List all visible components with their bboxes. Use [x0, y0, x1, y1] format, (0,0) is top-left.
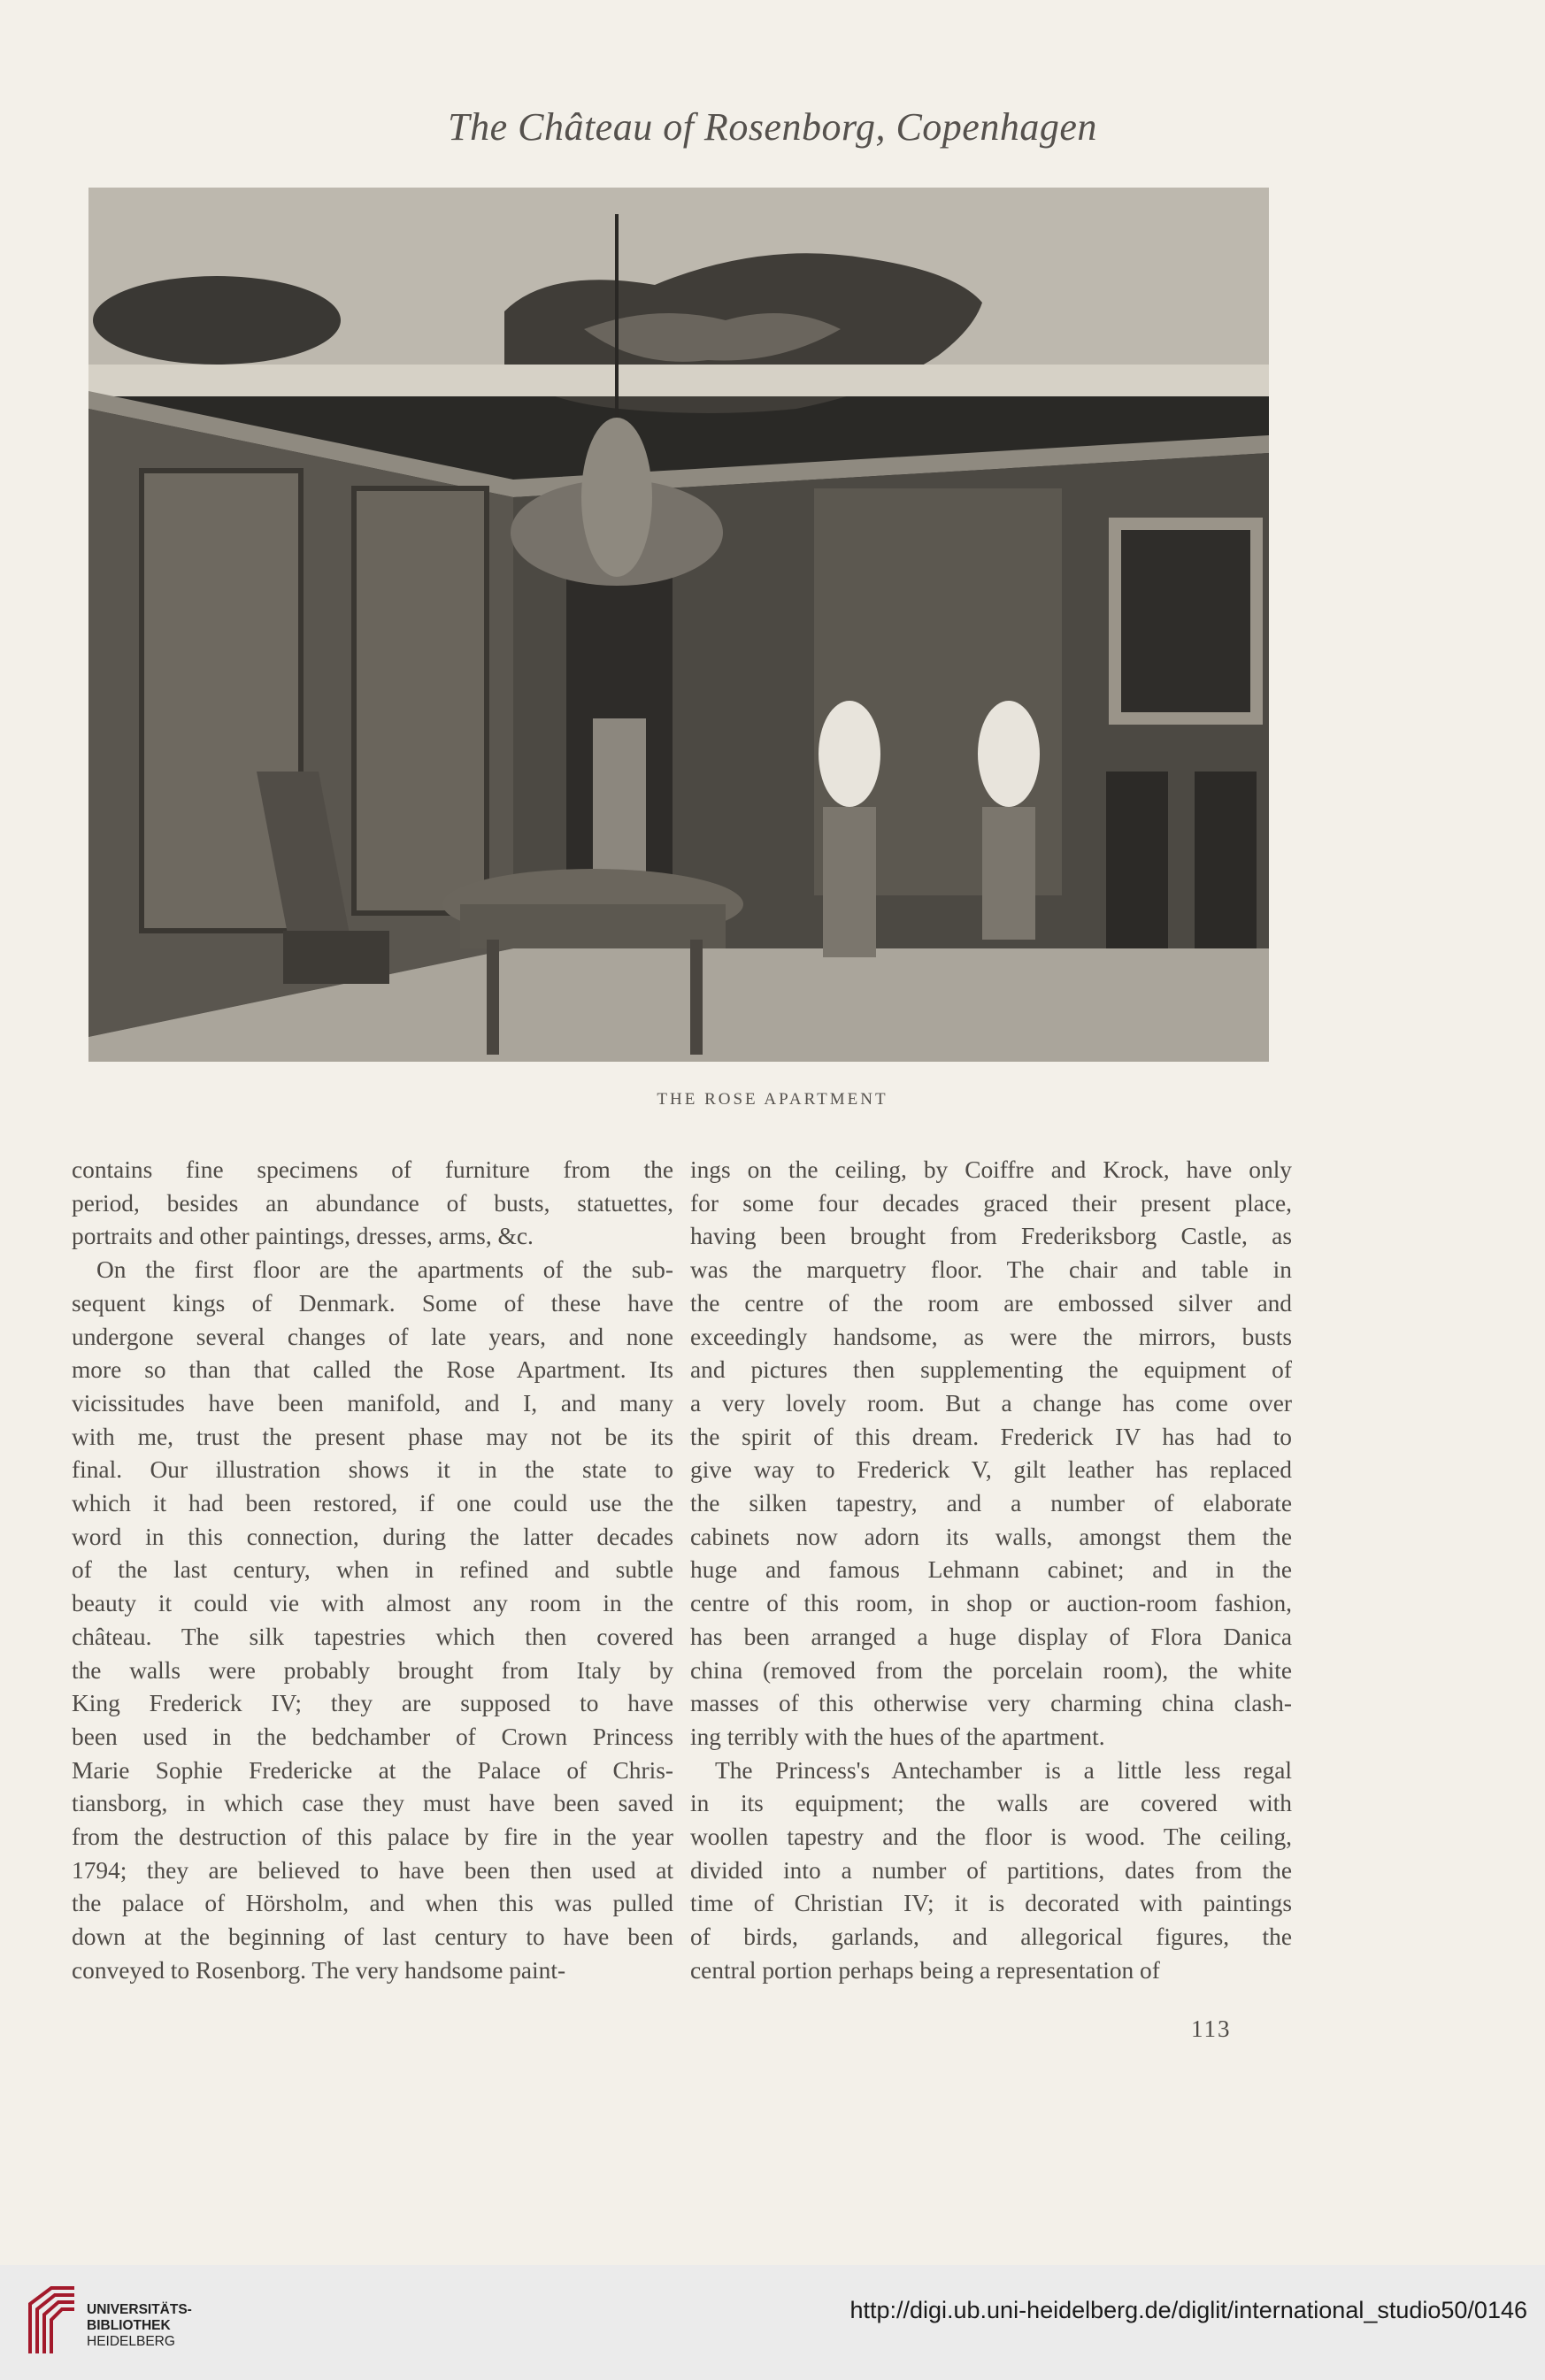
text-line: from the destruction of this palace by fire in the year [72, 1823, 673, 1851]
university-library-logo-icon [25, 2283, 80, 2359]
text-line: which it had been restored, if one could use the [72, 1490, 673, 1517]
text-line: château. The silk tapestries which then covered [72, 1623, 673, 1650]
plate-caption: THE ROSE APARTMENT [657, 1090, 888, 1109]
text-line: time of Christian IV; it is decorated with paintings [690, 1890, 1292, 1917]
text-line: the palace of Hörsholm, and when this was pulled [72, 1890, 673, 1917]
page-number: 113 [1191, 2015, 1232, 2042]
left-text-column [72, 1154, 673, 1988]
text-line: of birds, garlands, and allegorical figures, the [690, 1923, 1292, 1951]
text-line: china (removed from the porcelain room), the white [690, 1656, 1292, 1684]
library-name-line1: UNIVERSITÄTS- [87, 2302, 192, 2317]
text-line: having been brought from Frederiksborg Castle, as [690, 1223, 1292, 1250]
text-line: cabinets now adorn its walls, amongst them the [690, 1523, 1292, 1550]
text-line: sequent kings of Denmark. Some of these have [72, 1289, 673, 1317]
text-line: down at the beginning of last century to have been [72, 1923, 673, 1951]
text-line: a very lovely room. But a change has come over [690, 1389, 1292, 1416]
footer-bar [0, 2265, 1545, 2380]
library-name-line3: HEIDELBERG [87, 2334, 175, 2349]
text-line: give way to Frederick V, gilt leather has replaced [690, 1456, 1292, 1484]
text-line: period, besides an abundance of busts, statuettes, [72, 1189, 673, 1217]
text-line: exceedingly handsome, as were the mirrors, busts [690, 1323, 1292, 1350]
text-line: has been arranged a huge display of Flora Danica [690, 1623, 1292, 1650]
right-text-column [690, 1154, 1292, 1988]
text-line: more so than that called the Rose Apartment. Its [72, 1356, 673, 1384]
source-url-link[interactable]: http://digi.ub.uni-heidelberg.de/diglit/international_studio50/0146 [849, 2297, 1527, 2323]
text-line: contains fine specimens of furniture from the [72, 1156, 673, 1183]
library-name-line2: BIBLIOTHEK [87, 2318, 171, 2333]
text-line: the walls were probably brought from Italy by [72, 1656, 673, 1684]
text-line: was the marquetry floor. The chair and table in [690, 1256, 1292, 1284]
text-line: masses of this otherwise very charming china clash- [690, 1690, 1292, 1717]
text-line: huge and famous Lehmann cabinet; and in the [690, 1556, 1292, 1584]
text-line: in its equipment; the walls are covered with [690, 1790, 1292, 1817]
text-line: the silken tapestry, and a number of elaborate [690, 1490, 1292, 1517]
text-line: conveyed to Rosenborg. The very handsome paint- [72, 1956, 566, 1984]
text-line: On the first floor are the apartments of the sub- [96, 1256, 673, 1284]
text-line: 1794; they are believed to have been then used at [72, 1856, 673, 1884]
text-line: centre of this room, in shop or auction-room fashion, [690, 1590, 1292, 1617]
text-line: Marie Sophie Fredericke at the Palace of Chris- [72, 1756, 673, 1784]
text-line: The Princess's Antechamber is a little less regal [715, 1756, 1292, 1784]
text-line: woollen tapestry and the floor is wood. The ceiling, [690, 1823, 1292, 1851]
text-line: for some four decades graced their present place, [690, 1189, 1292, 1217]
text-line: the spirit of this dream. Frederick IV has had to [690, 1423, 1292, 1450]
text-line: of the last century, when in refined and subtle [72, 1556, 673, 1584]
text-line: the centre of the room are embossed silver and [690, 1289, 1292, 1317]
text-line: with me, trust the present phase may not be its [72, 1423, 673, 1450]
text-line: undergone several changes of late years, and none [72, 1323, 673, 1350]
text-line: vicissitudes have been manifold, and I, and many [72, 1389, 673, 1416]
text-line: ing terribly with the hues of the apartment. [690, 1723, 1105, 1750]
text-line: tiansborg, in which case they must have been saved [72, 1790, 673, 1817]
text-line: been used in the bedchamber of Crown Princess [72, 1723, 673, 1750]
running-head: The Château of Rosenborg, Copenhagen [448, 105, 1097, 149]
text-line: portraits and other paintings, dresses, arms, &c. [72, 1223, 534, 1250]
text-line: final. Our illustration shows it in the state to [72, 1456, 673, 1484]
text-line: King Frederick IV; they are supposed to have [72, 1690, 673, 1717]
text-line: word in this connection, during the latter decades [72, 1523, 673, 1550]
text-line: central portion perhaps being a representation of [690, 1956, 1160, 1984]
rose-apartment-photograph [88, 188, 1269, 1062]
text-line: divided into a number of partitions, dates from the [690, 1856, 1292, 1884]
room-illustration [88, 188, 1269, 1062]
text-line: and pictures then supplementing the equipment of [690, 1356, 1292, 1384]
text-line: beauty it could vie with almost any room in the [72, 1590, 673, 1617]
text-line: ings on the ceiling, by Coiffre and Krock, have only [690, 1156, 1292, 1183]
